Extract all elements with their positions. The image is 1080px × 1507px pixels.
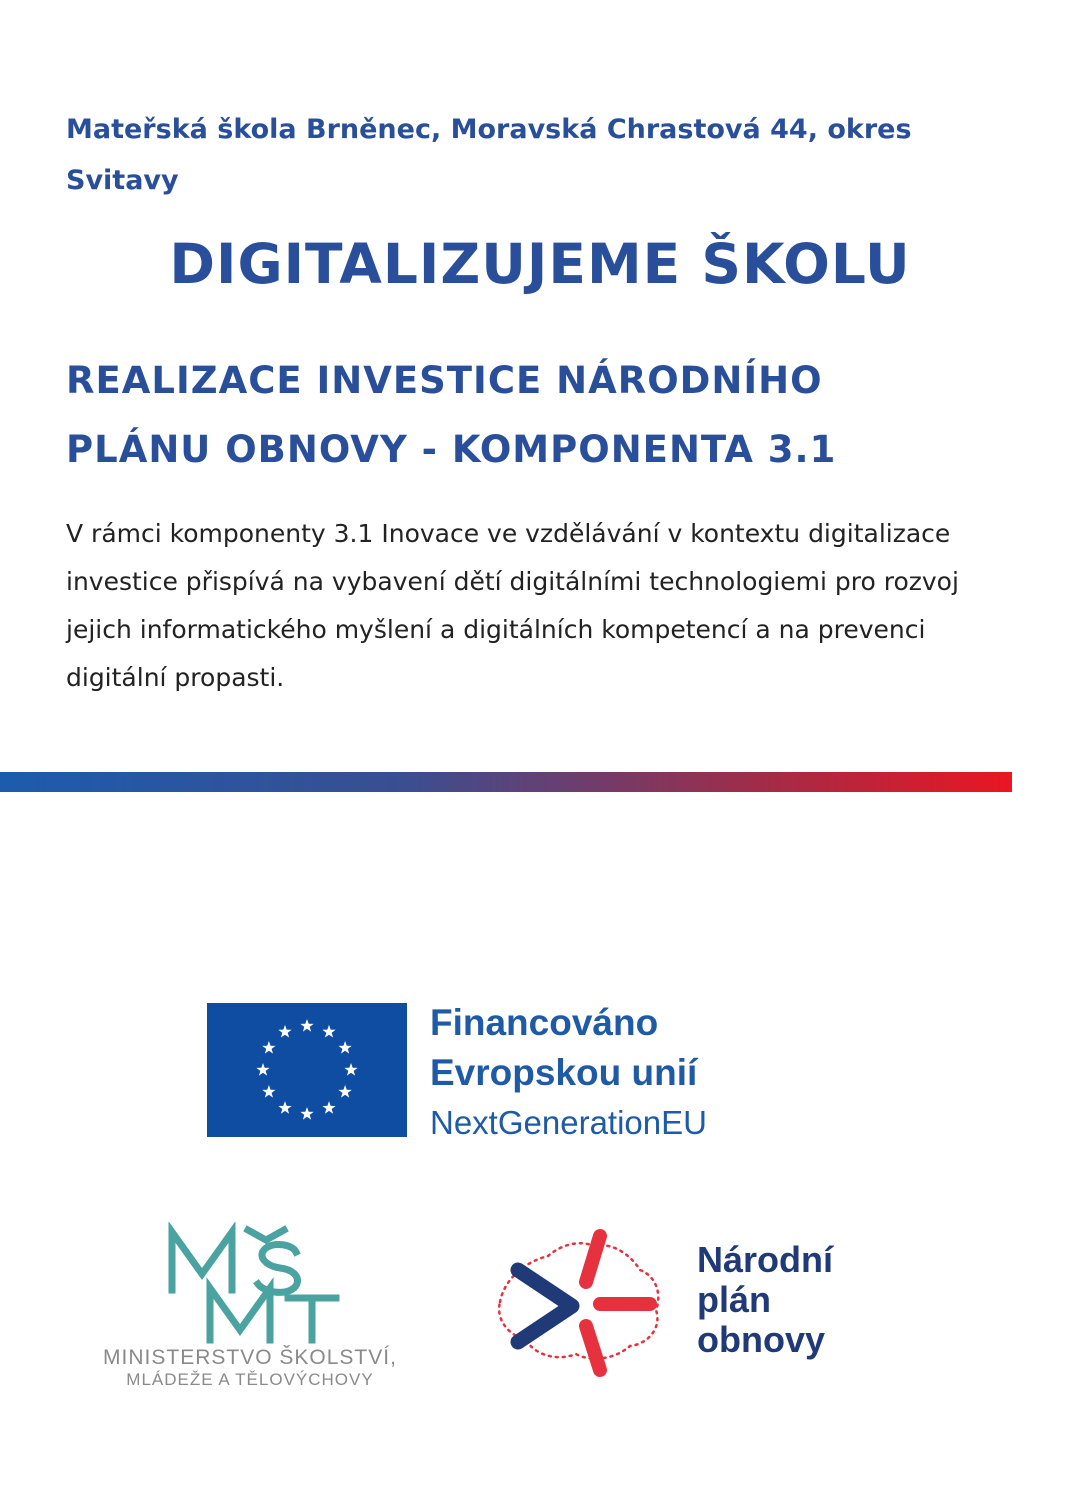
npo-text-line-1: Národní	[697, 1239, 834, 1280]
npo-logo-icon	[490, 1222, 665, 1387]
eu-funding-text	[430, 998, 707, 1148]
eu-stars	[207, 1003, 407, 1137]
eu-text-line-1: Financováno	[430, 1002, 659, 1043]
subtitle	[66, 346, 1026, 484]
eu-text-line-2: Evropskou unií	[430, 1052, 698, 1093]
subtitle-line-2: PLÁNU OBNOVY - KOMPONENTA 3.1	[66, 428, 837, 471]
school-name: Mateřská škola Brněnec, Moravská Chrastová 44, okres Svitavy	[66, 114, 912, 196]
npo-text-line-2: plán	[697, 1279, 772, 1320]
page-title: DIGITALIZUJEME ŠKOLU	[169, 232, 911, 296]
gradient-divider	[0, 772, 1012, 792]
npo-mark	[490, 1222, 665, 1387]
subtitle-line-1: REALIZACE INVESTICE NÁRODNÍHO	[66, 359, 823, 402]
msmt-text-line-1: MINISTERSTVO ŠKOLSTVÍ,	[103, 1346, 397, 1369]
npo-text-line-3: obnovy	[697, 1319, 826, 1360]
npo-text	[697, 1240, 833, 1360]
body-paragraph: V rámci komponenty 3.1 Inovace ve vzdělávání v kontextu digitalizace investice přispívá na vybavení dětí digitálními technologiemi pro rozvoj jejich informatického myšlení a digitálních kompetencí a na prevenci digitální propasti.	[66, 519, 959, 692]
msmt-mark	[70, 1222, 430, 1347]
eu-flag-icon	[207, 1003, 407, 1137]
msmt-text-line-2: MLÁDEŽE A TĚLOVÝCHOVY	[126, 1370, 374, 1389]
eu-text-line-3: NextGenerationEU	[430, 1104, 707, 1141]
